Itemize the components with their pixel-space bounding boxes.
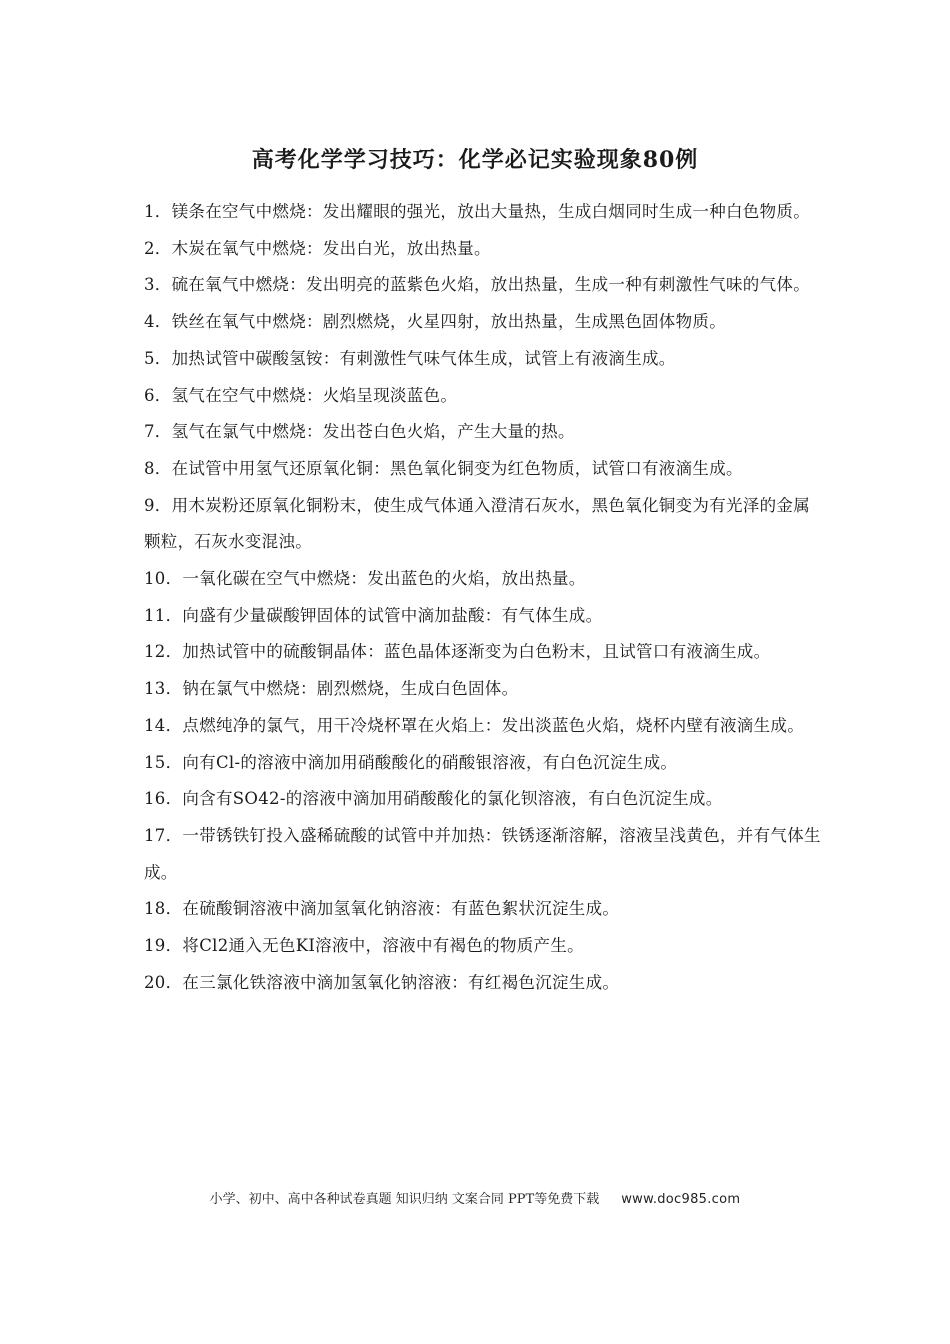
document-title: 高考化学学习技巧：化学必记实验现象80例 <box>251 147 699 173</box>
list-item: 7．氢气在氯气中燃烧：发出苍白色火焰，产生大量的热。 <box>144 422 575 442</box>
list-item: 14．点燃纯净的氯气，用干冷烧杯罩在火焰上：发出淡蓝色火焰，烧杯内壁有液滴生成。 <box>144 715 804 735</box>
list-item: 9．用木炭粉还原氧化铜粉末，使生成气体通入澄清石灰水，黑色氧化铜变为有光泽的金属颗粒，石灰水变混浊。 <box>144 495 810 552</box>
footer-text: 小学、初中、高中各种试卷真题 知识归纳 文案合同 PPT等免费下载 <box>209 1192 600 1207</box>
list-item: 5．加热试管中碳酸氢铵：有刺激性气味气体生成，试管上有液滴生成。 <box>144 348 676 368</box>
list-item: 1．镁条在空气中燃烧：发出耀眼的强光，放出大量热，生成白烟同时生成一种白色物质。 <box>144 202 810 221</box>
list-item: 15．向有Cl-的溶液中滴加用硝酸酸化的硝酸银溶液，有白色沉淀生成。 <box>144 752 678 772</box>
list-item: 16．向含有SO42-的溶液中滴加用硝酸酸化的氯化钡溶液，有白色沉淀生成。 <box>144 789 723 809</box>
list-item: 4．铁丝在氧气中燃烧：剧烈燃烧，火星四射，放出热量，生成黑色固体物质。 <box>144 312 726 332</box>
list-item: 19．将Cl2通入无色KI溶液中，溶液中有褐色的物质产生。 <box>144 936 584 956</box>
footer-url[interactable]: www.doc985.com <box>621 1192 741 1207</box>
list-item: 17．一带锈铁钉投入盛稀硫酸的试管中并加热：铁锈逐渐溶解，溶液呈浅黄色，并有气体生成。 <box>144 825 821 882</box>
list-item: 3．硫在氧气中燃烧：发出明亮的蓝紫色火焰，放出热量，生成一种有刺激性气味的气体。 <box>144 275 810 295</box>
list-item: 10．一氧化碳在空气中燃烧：发出蓝色的火焰，放出热量。 <box>144 569 586 589</box>
list-item: 12．加热试管中的硫酸铜晶体：蓝色晶体逐渐变为白色粉末，且试管口有液滴生成。 <box>144 642 771 662</box>
list-item: 11．向盛有少量碳酸钾固体的试管中滴加盐酸：有气体生成。 <box>144 605 603 625</box>
list-item: 2．木炭在氧气中燃烧：发出白光，放出热量。 <box>144 238 491 258</box>
list-item: 6．氢气在空气中燃烧：火焰呈现淡蓝色。 <box>144 385 458 405</box>
page-footer <box>0 1188 950 1212</box>
list-item: 8．在试管中用氢气还原氧化铜：黑色氧化铜变为红色物质，试管口有液滴生成。 <box>144 458 743 478</box>
list-item: 20．在三氯化铁溶液中滴加氢氧化钠溶液：有红褐色沉淀生成。 <box>144 972 620 992</box>
list-item: 18．在硫酸铜溶液中滴加氢氧化钠溶液：有蓝色絮状沉淀生成。 <box>144 899 620 919</box>
list-item: 13．钠在氯气中燃烧：剧烈燃烧，生成白色固体。 <box>144 679 519 699</box>
document-body <box>144 194 824 1001</box>
